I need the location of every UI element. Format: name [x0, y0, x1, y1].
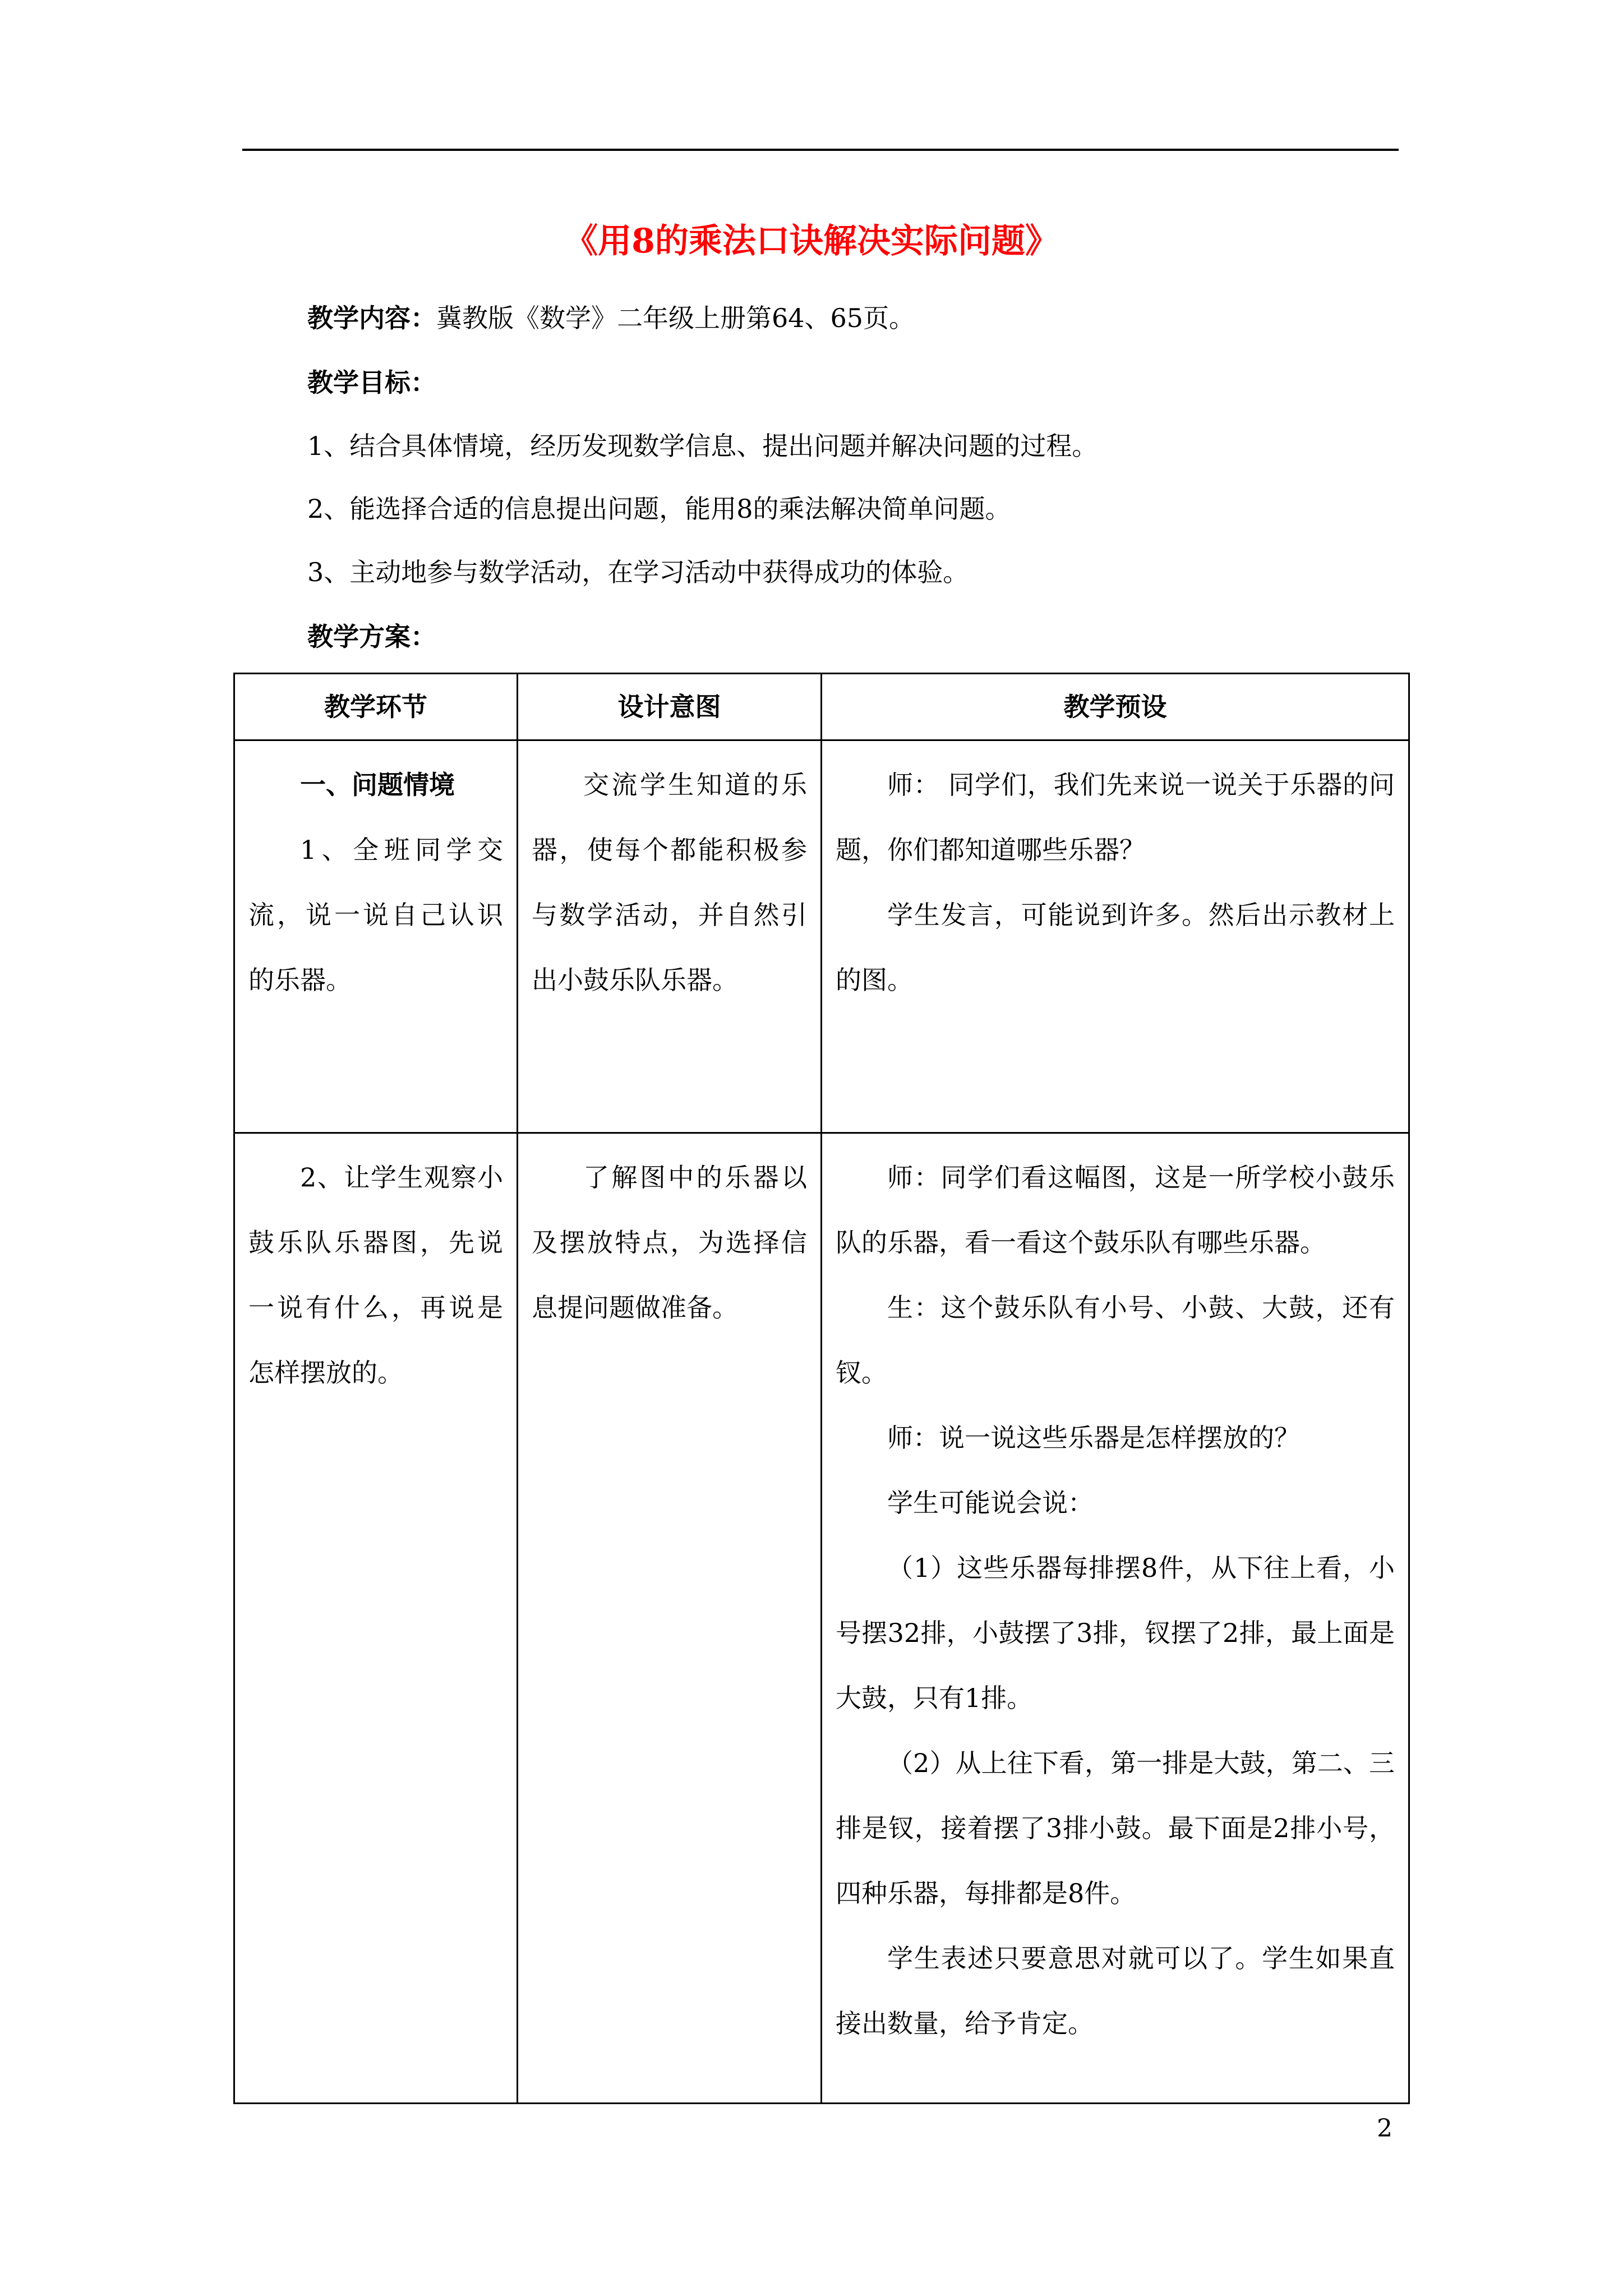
page-number: 2: [1377, 2114, 1393, 2143]
plan-label: 教学方案：: [307, 622, 436, 652]
objectives-label: 教学目标：: [307, 367, 436, 398]
stage-cell: [234, 1133, 518, 2104]
table-row: [234, 740, 1409, 1133]
intent-cell: [518, 740, 822, 1133]
objective-item: 1、结合具体情境，经历发现数学信息、提出问题并解决问题的过程。: [307, 431, 1098, 461]
column-header-stage: 教学环节: [234, 674, 518, 740]
document-title: 《用8的乘法口诀解决实际问题》: [564, 222, 1059, 261]
teaching-content: [307, 298, 915, 338]
teaching-plan-table: [233, 673, 1410, 2104]
table-header-row: [234, 674, 1409, 740]
preset-text: （1）这些乐器每排摆8件，从下往上看，小号摆32排，小鼓摆了3排，钗摆了2排，最上面是大鼓，只有1排。: [836, 1553, 1395, 1713]
stage-cell: [234, 740, 518, 1133]
preset-text: 师：说一说这些乐器是怎样摆放的？: [887, 1423, 1300, 1453]
preset-cell: [822, 740, 1409, 1133]
intent-text: 了解图中的乐器以及摆放特点，为选择信息提问题做准备。: [532, 1162, 807, 1323]
stage-text: 2、让学生观察小鼓乐队乐器图，先说一说有什么，再说是怎样摆放的。: [248, 1162, 503, 1388]
preset-text: 学生发言，可能说到许多。然后出示教材上的图。: [836, 900, 1395, 995]
preset-text: 师：同学们看这幅图，这是一所学校小鼓乐队的乐器，看一看这个鼓乐队有哪些乐器。: [836, 1162, 1395, 1258]
header-rule: [242, 149, 1399, 151]
preset-text: 学生表述只要意思对就可以了。学生如果直接出数量，给予肯定。: [836, 1943, 1395, 2039]
intent-cell: [518, 1133, 822, 2104]
preset-text: 学生可能说会说：: [887, 1488, 1094, 1518]
table-row: [234, 1133, 1409, 2104]
preset-text: 师： 同学们，我们先来说一说关于乐器的问题，你们都知道哪些乐器？: [836, 770, 1395, 865]
objective-item: 3、主动地参与数学活动，在学习活动中获得成功的体验。: [307, 557, 969, 587]
preset-cell: [822, 1133, 1409, 2104]
teaching-content-label: 教学内容：: [307, 303, 436, 333]
objective-item: 2、能选择合适的信息提出问题，能用8的乘法解决简单问题。: [307, 494, 1011, 524]
column-header-preset: 教学预设: [822, 674, 1409, 740]
column-header-intent: 设计意图: [518, 674, 822, 740]
teaching-content-text: 冀教版《数学》二年级上册第64、65页。: [436, 303, 915, 333]
preset-text: （2）从上往下看，第一排是大鼓，第二、三排是钗，接着摆了3排小鼓。最下面是2排小号，四种乐器，每排都是8件。: [836, 1748, 1395, 1908]
stage-text: 1、全班同学交流，说一说自己认识的乐器。: [248, 835, 503, 995]
preset-text: 生：这个鼓乐队有小号、小鼓、大鼓，还有钗。: [836, 1292, 1395, 1388]
intent-text: 交流学生知道的乐器，使每个都能积极参与数学活动，并自然引出小鼓乐队乐器。: [532, 770, 807, 995]
stage-heading: 一、问题情境: [300, 770, 455, 800]
